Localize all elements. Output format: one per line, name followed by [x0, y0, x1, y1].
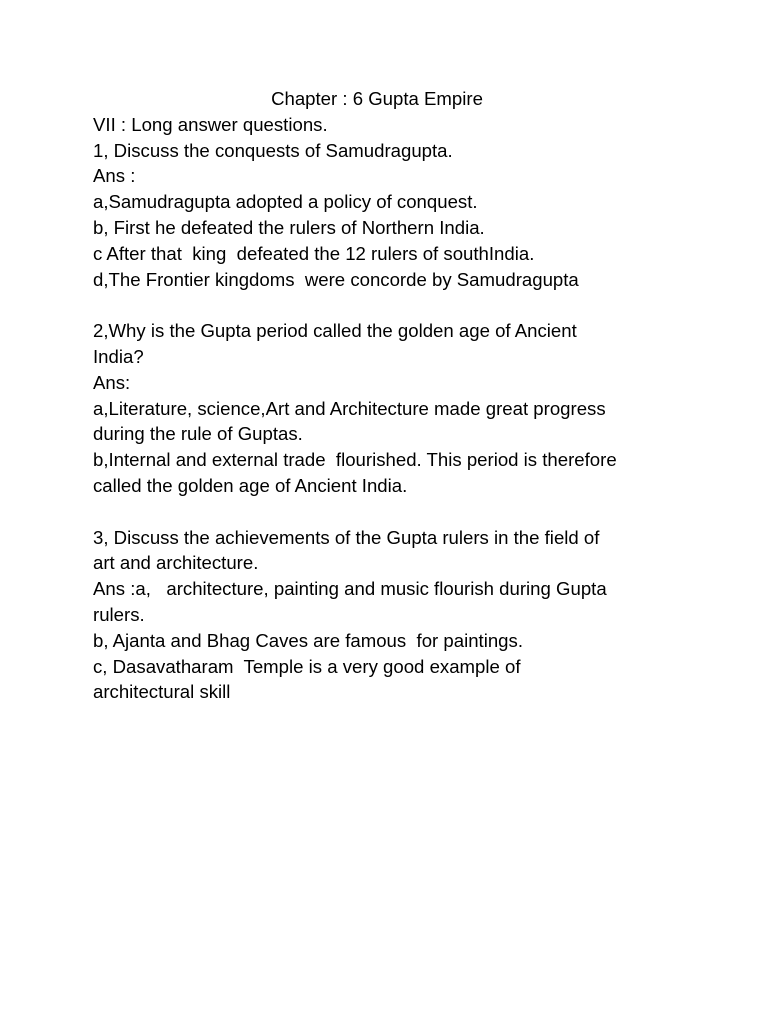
- answer-2-line-3: b,Internal and external trade flourished. This period is therefore: [93, 449, 617, 471]
- answer-2-line-4: called the golden age of Ancient India.: [93, 474, 408, 496]
- answer-1c: c After that king defeated the 12 rulers of southIndia.: [93, 242, 535, 264]
- page-title: Chapter : 6 Gupta Empire: [271, 88, 483, 109]
- question-2-line-2: India?: [93, 345, 144, 367]
- answer-2-line-1: a,Literature, science,Art and Architecture made great progress: [93, 397, 606, 419]
- section-heading: VII : Long answer questions.: [93, 113, 328, 135]
- answer-1b: b, First he defeated the rulers of Northern India.: [93, 216, 485, 238]
- answer-3-line-4: c, Dasavatharam Temple is a very good example of: [93, 655, 521, 677]
- answer-1a: a,Samudragupta adopted a policy of conquest.: [93, 191, 478, 213]
- question-3-line-2: art and architecture.: [93, 552, 259, 574]
- document-content: [93, 86, 693, 705]
- spacer: [93, 292, 693, 318]
- answer-3-line-1: Ans :a, architecture, painting and music flourish during Gupta: [93, 578, 607, 600]
- question-1: 1, Discuss the conquests of Samudragupta.: [93, 139, 453, 161]
- answer-3-line-3: b, Ajanta and Bhag Caves are famous for paintings.: [93, 629, 523, 651]
- question-2-line-1: 2,Why is the Gupta period called the golden age of Ancient: [93, 320, 577, 342]
- answer-3-line-2: rulers.: [93, 603, 145, 625]
- answer-1d: d,The Frontier kingdoms were concorde by Samudragupta: [93, 268, 579, 290]
- answer-2-line-2: during the rule of Guptas.: [93, 423, 303, 445]
- answer-3-line-5: architectural skill: [93, 681, 231, 703]
- answer-label-1: Ans :: [93, 165, 136, 187]
- spacer: [93, 499, 693, 525]
- answer-label-2: Ans:: [93, 371, 131, 393]
- question-3-line-1: 3, Discuss the achievements of the Gupta rulers in the field of: [93, 526, 600, 548]
